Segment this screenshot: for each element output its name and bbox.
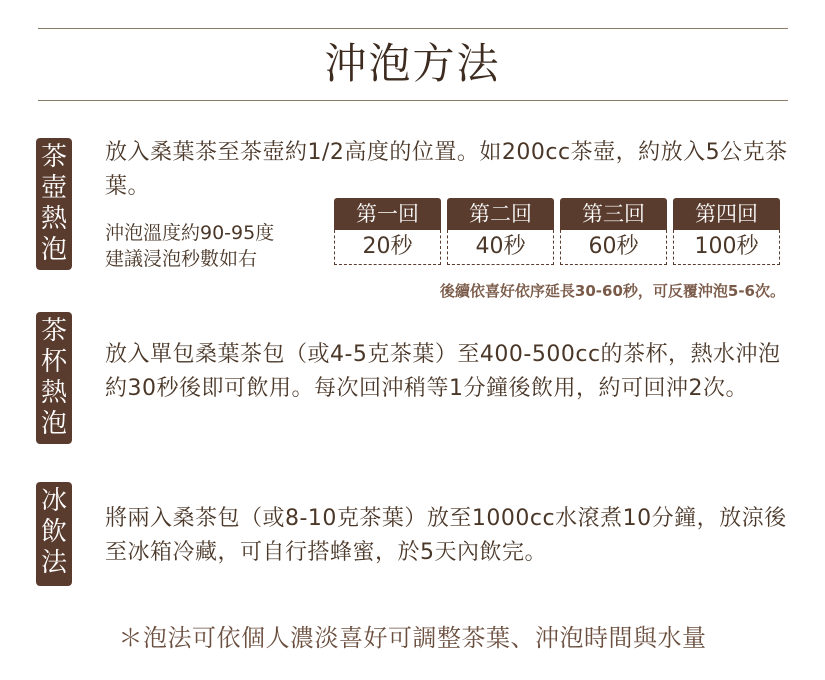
- steep-round-time: 40秒: [447, 230, 554, 265]
- steep-round-time: 20秒: [334, 230, 441, 265]
- steep-round-2: [447, 198, 554, 268]
- steep-time-table: [334, 198, 780, 268]
- teapot-temperature: 沖泡溫度約90-95度: [105, 222, 275, 244]
- page-title: 沖泡方法: [324, 39, 501, 88]
- steep-round-3: [560, 198, 667, 268]
- cup-instructions: 放入單包桑葉茶包（或4-5克茶葉）至400-500cc的茶杯，熱水沖泡約30秒後即可飲用。每次回沖稍等1分鐘後飲用，約可回沖2次。: [105, 342, 781, 401]
- steep-round-4: [673, 198, 780, 268]
- steep-round-label: 第二回: [447, 198, 554, 230]
- teapot-steep-hint: 建議浸泡秒數如右: [105, 248, 258, 270]
- steep-round-time: 100秒: [673, 230, 780, 265]
- section-label-cup: 茶 杯 熱 泡: [36, 312, 72, 444]
- steep-round-label: 第一回: [334, 198, 441, 230]
- teapot-instructions: 放入桑葉茶至茶壺約1/2高度的位置。如200cc茶壺，約放入5公克茶葉。: [105, 140, 788, 199]
- steep-round-1: [334, 198, 441, 268]
- steep-round-time: 60秒: [560, 230, 667, 265]
- steep-note: 後續依喜好依序延長30-60秒，可反覆沖泡5-6次。: [439, 282, 785, 300]
- top-divider: [38, 28, 788, 29]
- section-label-iced: 冰 飲 法: [36, 482, 72, 586]
- iced-instructions: 將兩入桑茶包（或8-10克茶葉）放至1000cc水滾煮10分鐘，放涼後至冰箱冷藏，可自行搭蜂蜜，於5天內飲完。: [105, 506, 787, 565]
- bottom-divider: [38, 100, 788, 101]
- steep-round-label: 第四回: [673, 198, 780, 230]
- section-label-teapot: 茶 壺 熱 泡: [36, 138, 72, 270]
- steep-round-label: 第三回: [560, 198, 667, 230]
- footer-note: ＊泡法可依個人濃淡喜好可調整茶葉、沖泡時間與水量: [118, 624, 707, 652]
